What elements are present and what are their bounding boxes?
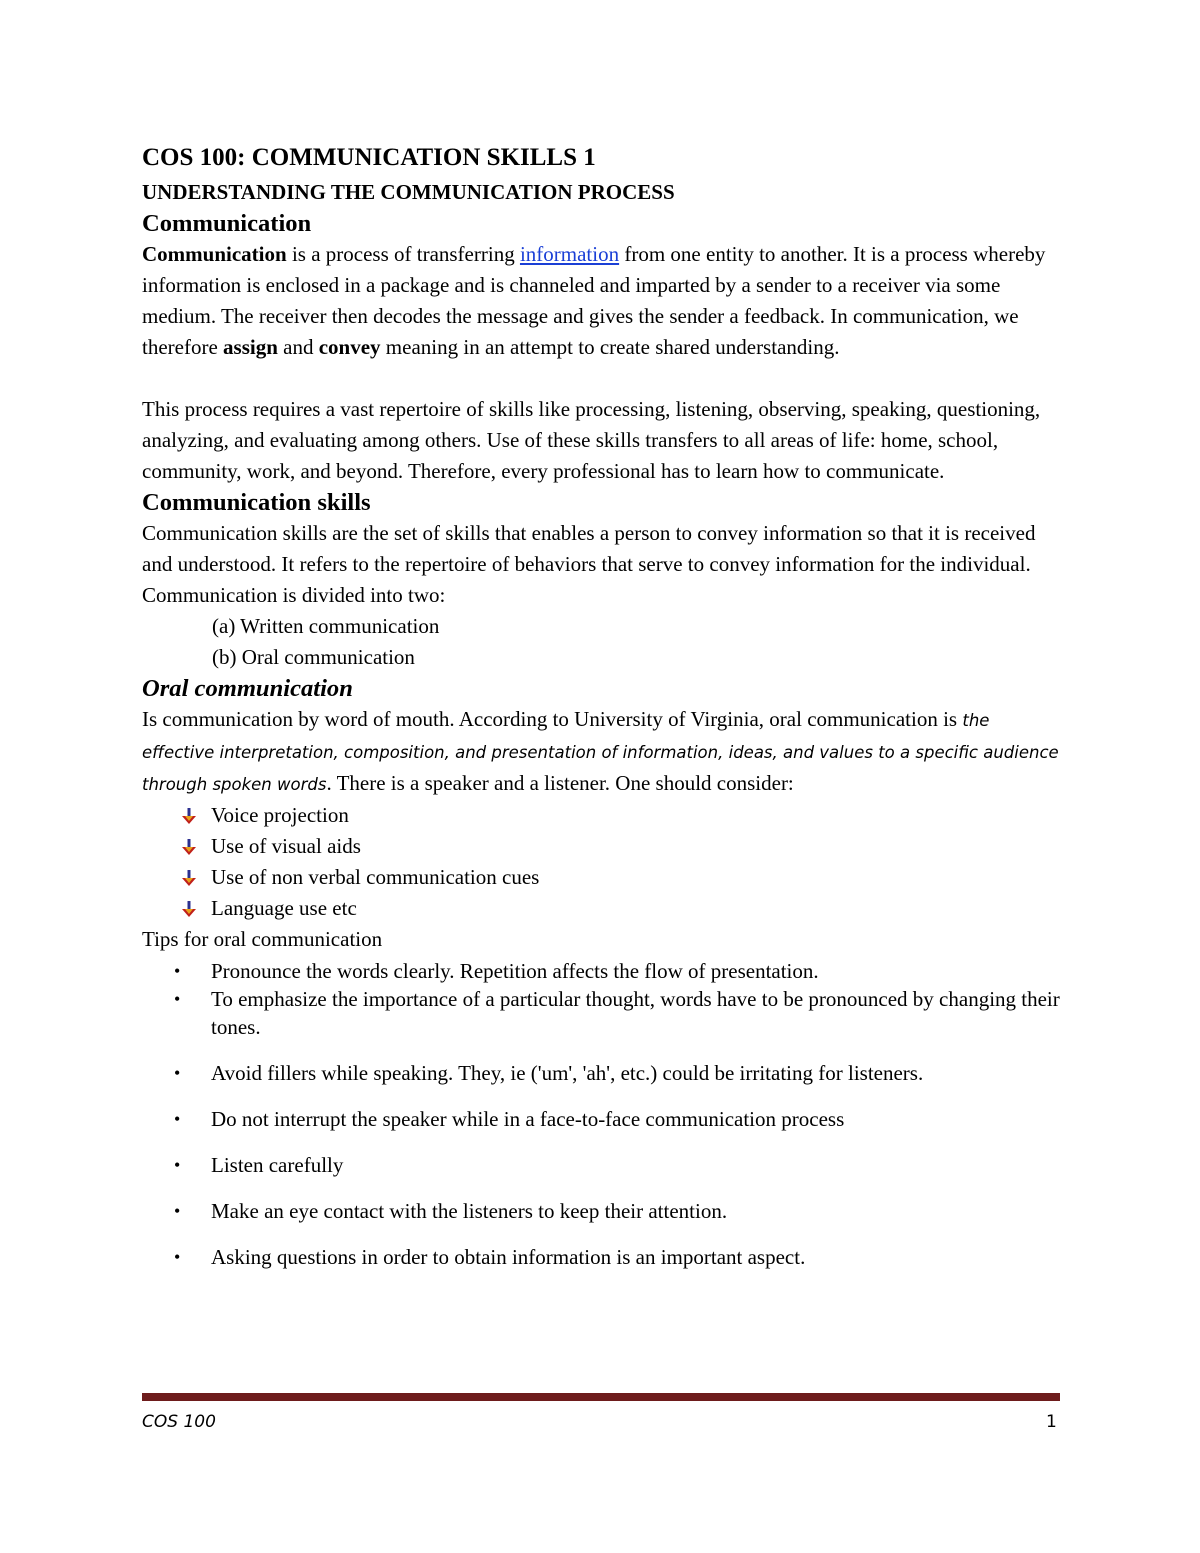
list-item xyxy=(142,1059,1062,1087)
paragraph-divided: Communication is divided into two: xyxy=(142,583,446,607)
quote-text: the effective interpretation, composition, and presentation of information, ideas, and values to a specific audience through spoken words xyxy=(142,711,1059,794)
paragraph-definition xyxy=(142,239,1062,363)
tips-heading: Tips for oral communication xyxy=(142,927,383,951)
text-span: . There is a speaker and a listener. One should consider: xyxy=(326,771,794,795)
down-arrow-icon xyxy=(180,869,198,887)
list-item xyxy=(142,862,1062,893)
list-item-label: Language use etc xyxy=(211,896,357,920)
down-arrow-icon xyxy=(180,838,198,856)
list-item xyxy=(142,1151,1062,1179)
list-item xyxy=(142,893,1062,924)
paragraph-skills-definition: Communication skills are the set of skills that enables a person to convey information so that it is received and understood. It refers to the repertoire of behaviors that serve to convey information for the individual. xyxy=(142,521,1036,576)
bold-assign: assign xyxy=(223,335,278,359)
bullet-icon: • xyxy=(174,1155,181,1175)
text-span: from one entity to another. It is a process whereby information is enclosed in a package and is channeled and imparted by a sender to a receiver via some medium. The receiver then decodes the message and gives the sender a feedback. In communication, we therefore xyxy=(142,242,1046,359)
considerations-list xyxy=(142,800,1062,924)
tips-list xyxy=(142,957,1062,1271)
list-item xyxy=(142,1197,1062,1225)
section-heading-communication: Communication xyxy=(142,210,312,237)
footer-rule xyxy=(142,1393,1060,1401)
list-item-label: Make an eye contact with the listeners to keep their attention. xyxy=(211,1199,728,1223)
bullet-icon: • xyxy=(174,1247,181,1267)
text-span: Is communication by word of mouth. According to University of Virginia, oral communication is xyxy=(142,707,963,731)
list-item-label: Listen carefully xyxy=(211,1153,344,1177)
list-item-label: Asking questions in order to obtain information is an important aspect. xyxy=(211,1245,806,1269)
spacer xyxy=(142,363,1062,394)
list-item: (b) Oral communication xyxy=(212,645,415,669)
paragraph-oral-definition xyxy=(142,704,1062,800)
list-item-label: Do not interrupt the speaker while in a face-to-face communication process xyxy=(211,1107,845,1131)
section-heading-communication-skills: Communication skills xyxy=(142,489,371,516)
bullet-icon: • xyxy=(174,989,181,1009)
text-span: and xyxy=(277,335,319,359)
text-span: is a process of transferring xyxy=(286,242,520,266)
bullet-icon: • xyxy=(174,1063,181,1083)
list-item-label: Use of non verbal communication cues xyxy=(211,865,540,889)
bullet-icon: • xyxy=(174,1109,181,1129)
list-item xyxy=(142,1243,1062,1271)
down-arrow-icon xyxy=(180,807,198,825)
communication-types-list xyxy=(142,611,1062,673)
text-span: meaning in an attempt to create shared understanding. xyxy=(380,335,840,359)
list-item xyxy=(142,831,1062,862)
list-item xyxy=(142,800,1062,831)
list-item-label: Pronounce the words clearly. Repetition affects the flow of presentation. xyxy=(211,959,819,983)
list-item-label: Use of visual aids xyxy=(211,834,361,858)
list-item-label: Voice projection xyxy=(211,803,349,827)
list-item-label: To emphasize the importance of a particular thought, words have to be pronounced by changing their tones. xyxy=(211,987,1060,1039)
bold-term: Communication xyxy=(142,242,287,266)
bullet-icon: • xyxy=(174,1201,181,1221)
document-page xyxy=(142,140,1062,1271)
down-arrow-icon xyxy=(180,900,198,918)
footer-course: COS 100 xyxy=(142,1412,216,1432)
paragraph-skills-repertoire: This process requires a vast repertoire of skills like processing, listening, observing, speaking, questioning, analyzing, and evaluating among others. Use of these skills transfers to all areas of life: home, school, community, work, and beyond. Therefore, every professional has to learn how to communicate. xyxy=(142,397,1041,483)
bullet-icon: • xyxy=(174,961,181,981)
document-title: COS 100: COMMUNICATION SKILLS 1 xyxy=(142,144,596,171)
list-item xyxy=(142,957,1062,985)
information-link[interactable]: information xyxy=(519,242,620,266)
list-item xyxy=(142,985,1062,1041)
document-subtitle: UNDERSTANDING THE COMMUNICATION PROCESS xyxy=(142,180,675,204)
footer-page-number: 1 xyxy=(1046,1412,1057,1432)
list-item: (a) Written communication xyxy=(212,614,440,638)
list-item-label: Avoid fillers while speaking. They, ie ('um', 'ah', etc.) could be irritating for listeners. xyxy=(211,1061,924,1085)
bold-convey: convey xyxy=(318,335,381,359)
section-heading-oral-communication: Oral communication xyxy=(142,675,353,702)
list-item xyxy=(142,1105,1062,1133)
